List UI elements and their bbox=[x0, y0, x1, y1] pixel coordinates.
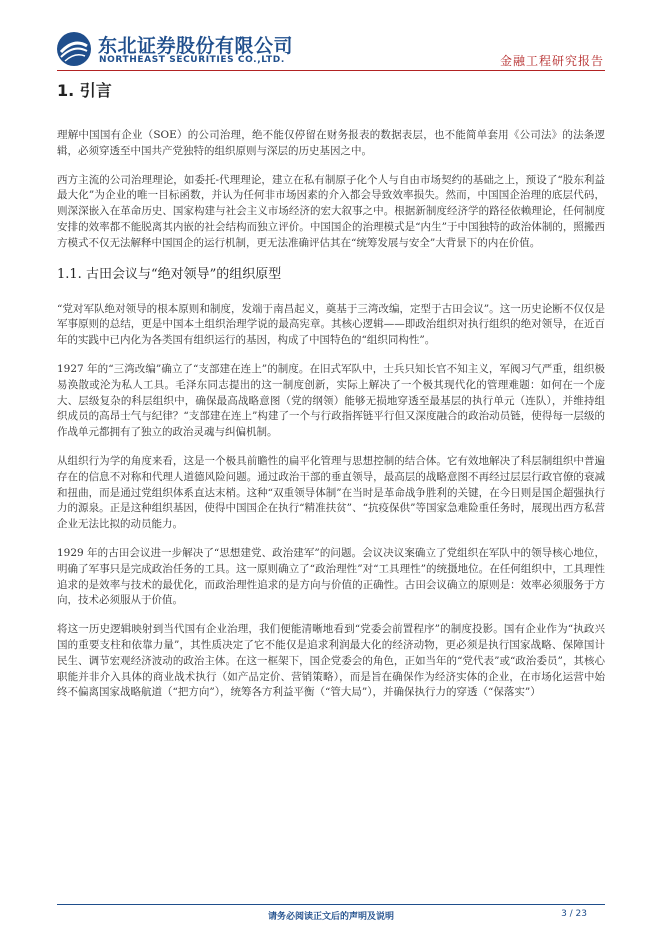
company-logo-icon bbox=[57, 32, 91, 66]
body-paragraph: 1929 年的古田会议进一步解决了“思想建党、政治建军”的问题。会议决议案确立了党组织在军队中的领导核心地位，明确了军事只是完成政治任务的工具。这一原则确立了“政治理性”对“工具理性”的统摄地位。在任何组织中，工具理性追求的是效率与技术的最优化，而政治理性追求的是方向与价值的正确性。古田会议确立的原则是：效率必须服务于方向，技术必须服从于价值。 bbox=[57, 546, 605, 607]
header-divider bbox=[57, 70, 605, 71]
footer-divider bbox=[57, 904, 605, 905]
subsection-heading-gutian: 1.1. 古田会议与“绝对领导”的组织原型 bbox=[57, 266, 282, 282]
report-type-label: 金融工程研究报告 bbox=[499, 54, 604, 68]
page-number: 3 / 23 bbox=[561, 909, 587, 919]
body-paragraph: “党对军队绝对领导的根本原则和制度，发端于南昌起义，奠基于三湾改编，定型于古田会议”。这一历史论断不仅仅是军事原则的总结，更是中国本土组织治理学说的最高宪章。其核心逻辑——即政治组织对执行组织的绝对领导，在近百年的实践中已内化为各类国有组织运行的基因，构成了中国特色的“组织同构性”。 bbox=[57, 302, 605, 347]
body-paragraph: 西方主流的公司治理理论，如委托-代理理论，建立在私有制原子化个人与自由市场契约的基础之上，预设了“股东利益最大化”为企业的唯一目标函数，并认为任何非市场因素的介入都会导致效率损失。然而，中国国企治理的底层代码，则深深嵌入在革命历史、国家构建与社会主义市场经济的宏大叙事之中。根据新制度经济学的路径依赖理论，任何制度安排的效率都不能脱离其内嵌的社会结构而独立评价。中国国企的治理模式是“内生”于中国独特的政治体制的，照搬西方模式不仅无法解释中国国企的运行机制，更无法准确评估其在“统筹发展与安全”大背景下的内在价值。 bbox=[57, 173, 605, 249]
footer-disclaimer: 请务必阅读正文后的声明及说明 bbox=[267, 912, 394, 922]
body-paragraph: 从组织行为学的角度来看，这是一个极具前瞻性的扁平化管理与思想控制的结合体。它有效地解决了科层制组织中普遍存在的信息不对称和代理人道德风险问题。通过政治干部的垂直领导，最高层的战略意图不再经过层层行政官僚的衰减和扭曲，而是通过党组织体系直达末梢。这种“双重领导体制”在当时是革命战争胜利的关键，在今日则是国企超强执行力的源泉。正是这种组织基因，使得中国国企在执行“精准扶贫”、“抗疫保供”等国家急难险重任务时，展现出西方私营企业无法比拟的动员能力。 bbox=[57, 454, 605, 531]
body-paragraph: 将这一历史逻辑映射到当代国有企业治理，我们便能清晰地看到“党委会前置程序”的制度投影。国有企业作为“执政兴国的重要支柱和依靠力量”，其性质决定了它不能仅是追求利润最大化的经济动物，更必须是执行国家战略、保障国计民生、调节宏观经济波动的政治主体。在这一框架下，国企党委会的角色，正如当年的“党代表”或“政治委员”，其核心职能并非介入具体的商业战术执行（如产品定价、营销策略），而是旨在确保作为经济实体的企业，在市场化运营中始终不偏离国家战略航道（“把方向”），统筹各方利益平衡（“管大局”），并确保执行力的穿透（“保落实”） bbox=[57, 623, 605, 699]
company-name-cn: 东北证券股份有限公司 bbox=[98, 35, 294, 57]
company-name-en: NORTHEAST SECURITIES CO.,LTD. bbox=[99, 55, 285, 65]
page-header bbox=[0, 0, 662, 74]
section-heading-introduction: 1. 引言 bbox=[57, 81, 112, 100]
body-paragraph: 1927 年的“三湾改编”确立了“支部建在连上”的制度。在旧式军队中，士兵只知长官不知主义，军阀习气严重，组织极易涣散或沦为私人工具。毛泽东同志提出的这一制度创新，实际上解决了一个极其现代化的管理难题：如何在一个庞大、层级复杂的科层组织中，确保最高战略意图（党的纲领）能够无损地穿透至最基层的执行单元（连队），并维持组织成员的高昂士气与纪律？“支部建在连上”构建了一个与行政指挥链平行但又深度融合的政治动员链，使得每一层级的作战单元都拥有了独立的政治灵魂与纠偏机制。 bbox=[57, 362, 605, 439]
body-paragraph: 理解中国国有企业（SOE）的公司治理，绝不能仅停留在财务报表的数据表层，也不能简单套用《公司法》的法条逻辑，必须穿透至中国共产党独特的组织原则与深层的历史基因之中。 bbox=[57, 129, 605, 157]
main-content bbox=[57, 80, 605, 701]
